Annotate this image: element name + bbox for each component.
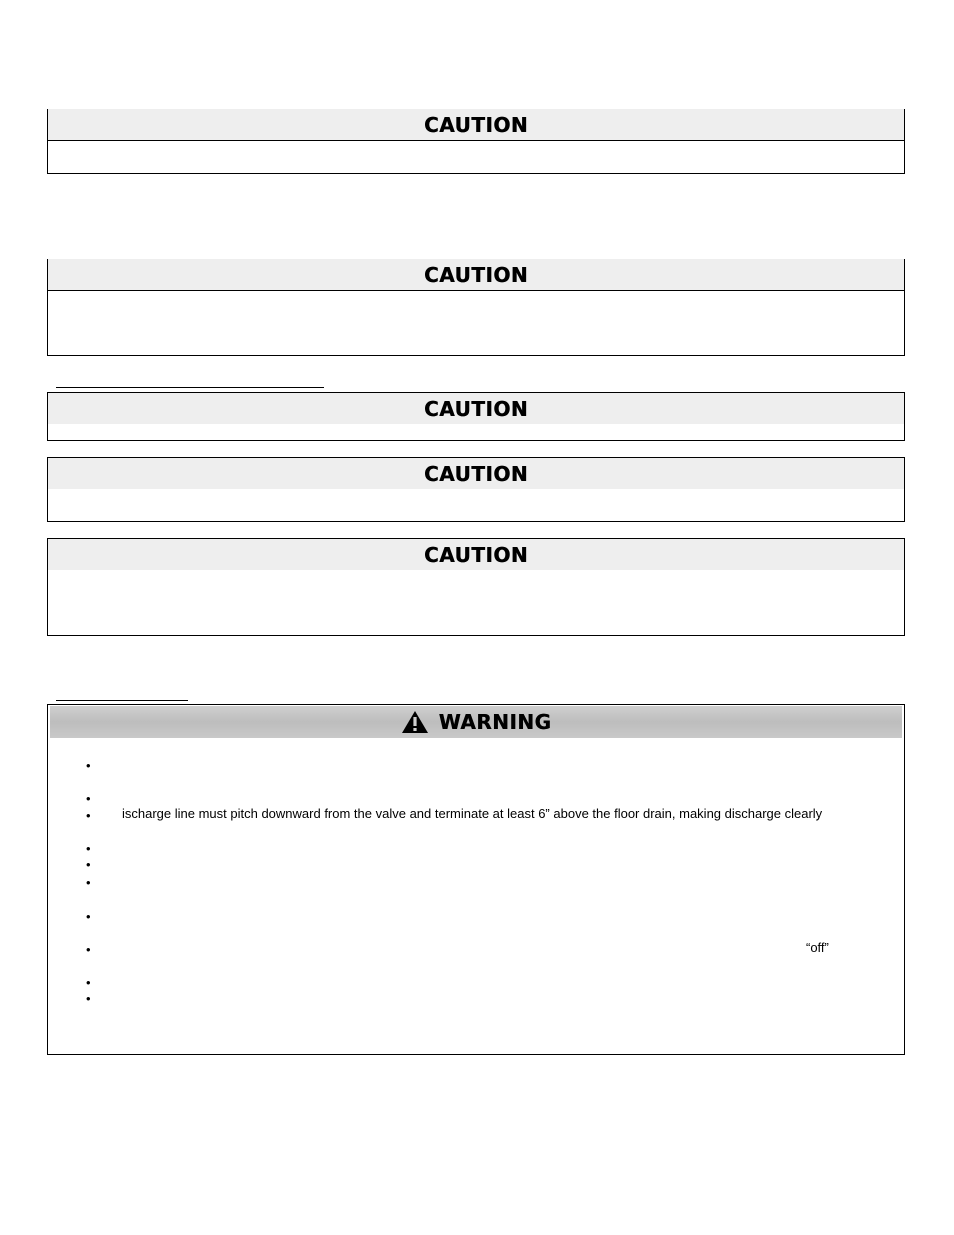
- bullet: •: [86, 841, 91, 856]
- caution-box-4: [47, 457, 905, 522]
- warning-title: WARNING: [438, 710, 552, 734]
- warning-triangle-icon: [401, 710, 429, 734]
- bullet: •: [86, 991, 91, 1006]
- bullet: •: [86, 791, 91, 806]
- bullet: •: [86, 942, 91, 957]
- warning-line-off: “off”: [806, 940, 829, 955]
- caution-title: CAUTION: [423, 262, 529, 287]
- caution-box-2: [47, 259, 905, 356]
- warning-header: [50, 706, 902, 738]
- caution-header: [48, 259, 904, 291]
- caution-title: CAUTION: [423, 542, 529, 567]
- warning-box: [47, 704, 905, 1055]
- caution-header: [48, 393, 904, 424]
- section-heading-underline: [56, 700, 188, 701]
- bullet: •: [86, 758, 91, 773]
- bullet: •: [86, 808, 91, 823]
- section-heading-underline: [56, 387, 324, 388]
- caution-header: [48, 539, 904, 570]
- caution-header: [48, 109, 904, 141]
- caution-box-1: [47, 109, 905, 174]
- caution-header: [48, 458, 904, 489]
- caution-box-5: [47, 538, 905, 636]
- bullet: •: [86, 909, 91, 924]
- bullet: •: [86, 857, 91, 872]
- bullet: •: [86, 975, 91, 990]
- caution-title: CAUTION: [423, 461, 529, 486]
- warning-line-discharge: ischarge line must pitch downward from the valve and terminate at least 6” above the floor drain, making discharge clearly: [122, 806, 823, 821]
- caution-box-3: [47, 392, 905, 441]
- bullet: •: [86, 875, 91, 890]
- caution-title: CAUTION: [423, 112, 529, 137]
- caution-title: CAUTION: [423, 396, 529, 421]
